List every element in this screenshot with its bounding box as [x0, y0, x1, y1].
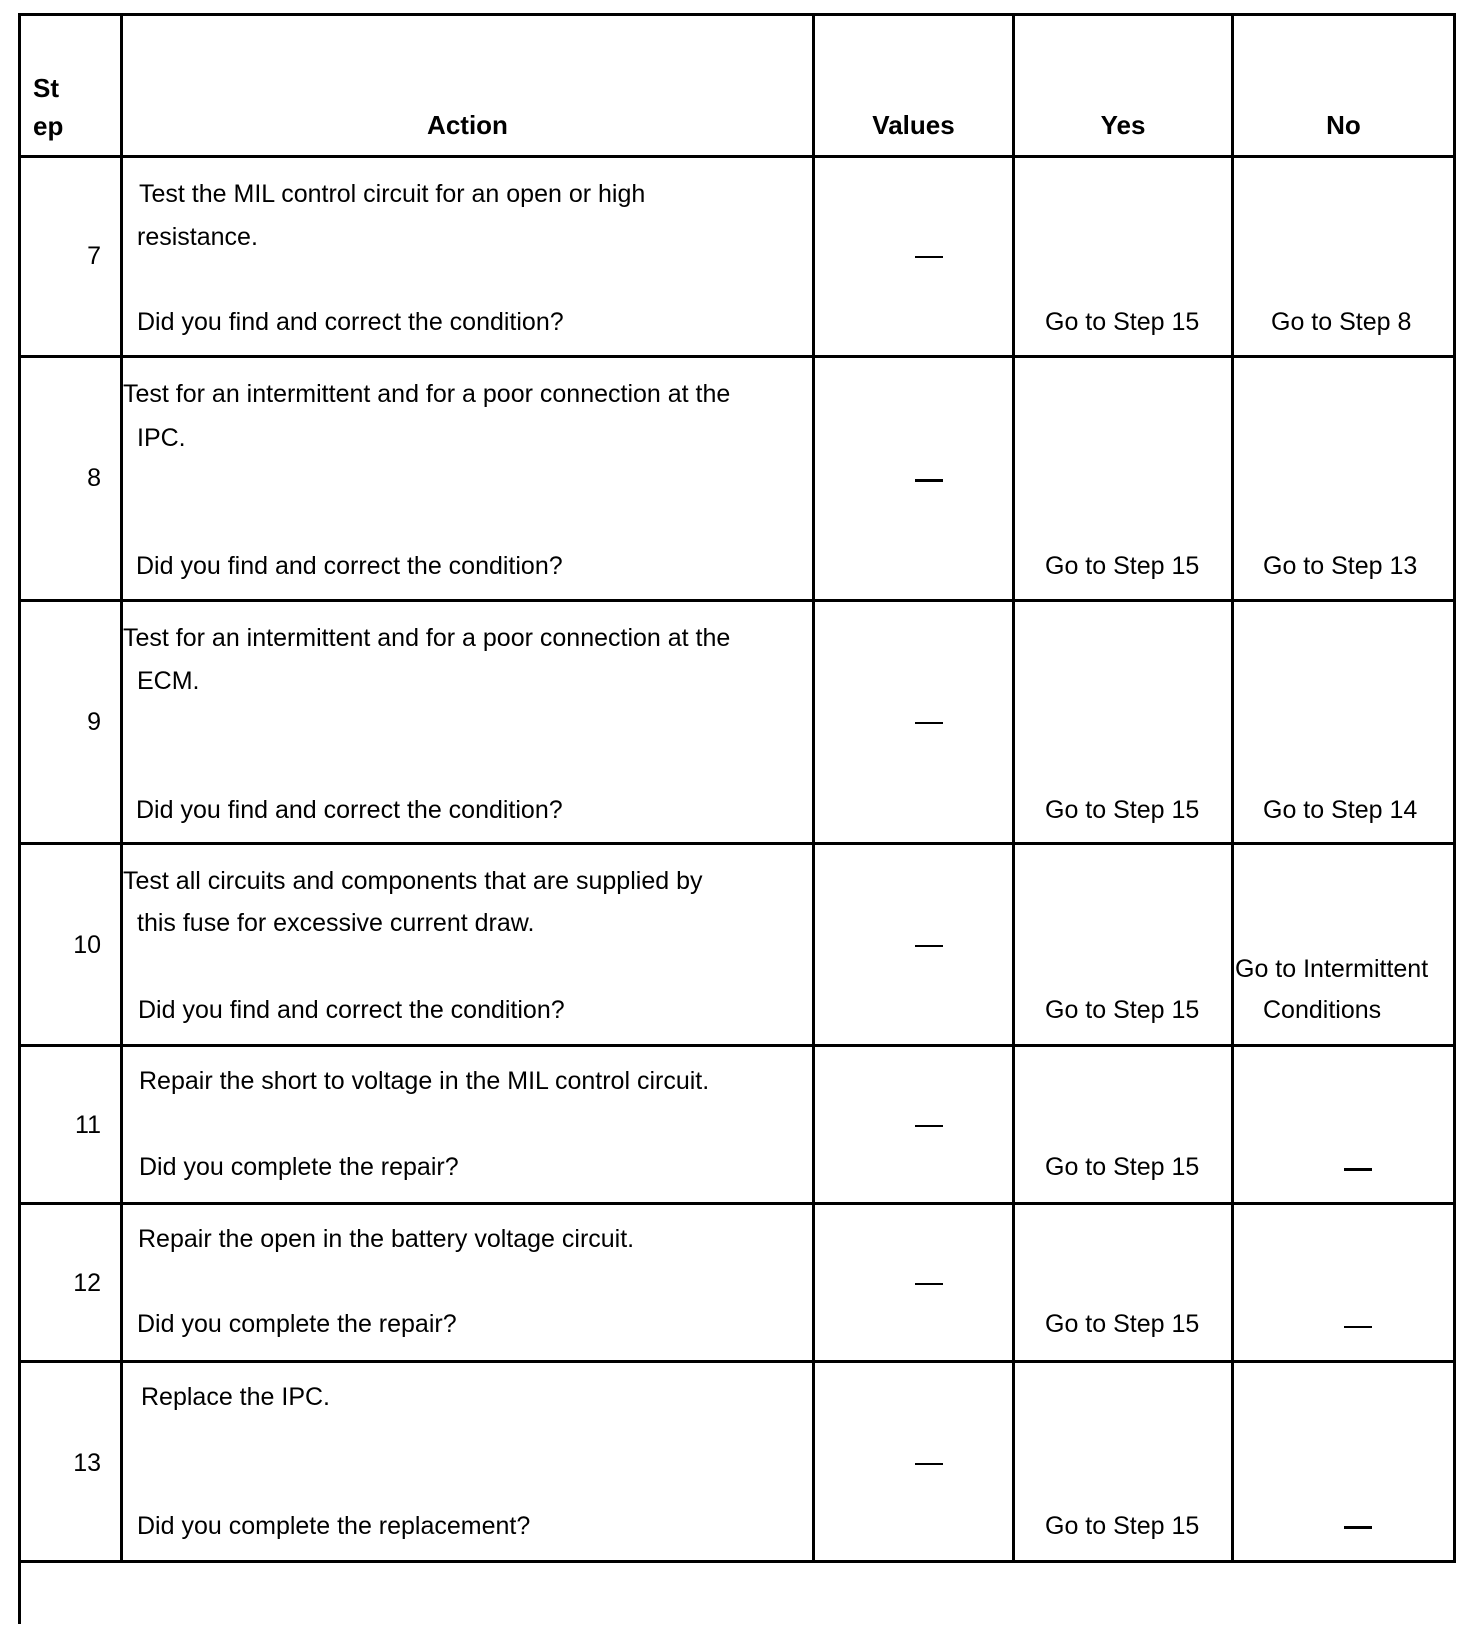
header-step-cell	[21, 16, 123, 155]
no-goto-line2[interactable]: Conditions	[1263, 996, 1382, 1024]
yes-goto[interactable]: Go to Step 15	[1045, 1512, 1200, 1540]
action-cell	[123, 602, 815, 842]
step-number: 8	[87, 464, 101, 492]
no-cell	[1234, 1205, 1456, 1360]
action-text-line2: IPC.	[137, 424, 186, 452]
values-cell	[815, 1047, 1015, 1202]
yes-goto[interactable]: Go to Step 15	[1045, 996, 1200, 1024]
no-goto[interactable]: Go to Step 14	[1263, 796, 1418, 824]
action-text-line1: Repair the open in the battery voltage circuit.	[138, 1225, 635, 1253]
table-row	[21, 845, 1456, 1047]
step-cell	[21, 1205, 123, 1360]
action-cell	[123, 1363, 815, 1560]
action-text-line1: Test for an intermittent and for a poor connection at the	[123, 380, 731, 408]
table-row	[21, 358, 1456, 602]
table-row	[21, 1047, 1456, 1205]
header-no-cell	[1234, 16, 1456, 155]
no-goto[interactable]: Go to Step 8	[1271, 308, 1412, 336]
no-cell	[1234, 1047, 1456, 1202]
action-cell	[123, 1047, 815, 1202]
action-text-line2: this fuse for excessive current draw.	[137, 909, 535, 937]
header-yes: Yes	[1100, 110, 1146, 140]
table-row	[21, 158, 1456, 358]
action-question: Did you find and correct the condition?	[136, 796, 563, 824]
no-cell[interactable]	[1234, 602, 1456, 842]
table-header-row	[21, 16, 1456, 158]
action-cell	[123, 845, 815, 1044]
yes-cell[interactable]	[1015, 1047, 1234, 1202]
values-dash	[915, 722, 943, 724]
step-cell	[21, 602, 123, 842]
action-text-line2: ECM.	[137, 667, 200, 695]
table-row	[21, 1363, 1456, 1563]
values-cell	[815, 1205, 1015, 1360]
table-row	[21, 1205, 1456, 1363]
values-cell	[815, 1363, 1015, 1560]
values-dash	[915, 256, 943, 258]
action-question: Did you find and correct the condition?	[137, 308, 564, 336]
action-text-line1: Repair the short to voltage in the MIL control circuit.	[139, 1067, 710, 1095]
step-number: 7	[87, 242, 101, 270]
step-cell	[21, 358, 123, 599]
action-text-line1: Test all circuits and components that are supplied by	[123, 867, 703, 895]
header-step-line2: ep	[33, 111, 64, 141]
step-cell	[21, 158, 123, 355]
values-dash	[915, 1463, 943, 1465]
values-cell	[815, 158, 1015, 355]
header-action: Action	[427, 110, 508, 140]
yes-goto[interactable]: Go to Step 15	[1045, 796, 1200, 824]
step-cell	[21, 1047, 123, 1202]
yes-cell[interactable]	[1015, 602, 1234, 842]
no-dash	[1344, 1326, 1372, 1328]
yes-goto[interactable]: Go to Step 15	[1045, 552, 1200, 580]
yes-goto[interactable]: Go to Step 15	[1045, 308, 1200, 336]
yes-goto[interactable]: Go to Step 15	[1045, 1153, 1200, 1181]
action-text-line2: resistance.	[137, 223, 258, 251]
yes-cell[interactable]	[1015, 1205, 1234, 1360]
yes-goto[interactable]: Go to Step 15	[1045, 1310, 1200, 1338]
no-dash	[1344, 1526, 1372, 1529]
values-dash	[915, 1283, 943, 1285]
action-cell	[123, 158, 815, 355]
values-cell	[815, 845, 1015, 1044]
header-yes-cell	[1015, 16, 1234, 155]
no-cell[interactable]	[1234, 358, 1456, 599]
action-text-line1: Replace the IPC.	[141, 1383, 330, 1411]
action-text-line1: Test the MIL control circuit for an open or high	[139, 180, 646, 208]
step-number: 12	[73, 1269, 101, 1297]
header-no: No	[1326, 110, 1361, 140]
values-dash	[915, 1125, 943, 1127]
values-dash	[915, 945, 943, 947]
no-cell[interactable]	[1234, 158, 1456, 355]
step-number: 9	[87, 708, 101, 736]
step-cell	[21, 845, 123, 1044]
header-step-line1: St	[33, 73, 59, 103]
no-cell[interactable]	[1234, 845, 1456, 1044]
no-goto[interactable]: Go to Step 13	[1263, 552, 1418, 580]
step-number: 13	[73, 1449, 101, 1477]
no-goto-line1[interactable]: Go to Intermittent	[1235, 955, 1429, 983]
no-dash	[1344, 1168, 1372, 1171]
yes-cell[interactable]	[1015, 358, 1234, 599]
action-text-line1: Test for an intermittent and for a poor connection at the	[123, 624, 731, 652]
diagnostic-table	[18, 13, 1456, 1624]
table-row	[21, 602, 1456, 845]
step-cell	[21, 1363, 123, 1560]
action-question: Did you find and correct the condition?	[136, 552, 563, 580]
action-cell	[123, 358, 815, 599]
values-dash	[915, 479, 943, 482]
yes-cell[interactable]	[1015, 158, 1234, 355]
no-cell	[1234, 1363, 1456, 1560]
header-action-cell	[123, 16, 815, 155]
action-question: Did you complete the replacement?	[137, 1512, 531, 1540]
step-number: 10	[73, 931, 101, 959]
step-number: 11	[75, 1111, 101, 1139]
action-cell	[123, 1205, 815, 1360]
action-question: Did you complete the repair?	[137, 1310, 457, 1338]
action-question: Did you complete the repair?	[139, 1153, 459, 1181]
header-values-cell	[815, 16, 1015, 155]
values-cell	[815, 358, 1015, 599]
action-question: Did you find and correct the condition?	[138, 996, 565, 1024]
header-values: Values	[872, 110, 955, 140]
yes-cell[interactable]	[1015, 1363, 1234, 1560]
yes-cell[interactable]	[1015, 845, 1234, 1044]
values-cell	[815, 602, 1015, 842]
